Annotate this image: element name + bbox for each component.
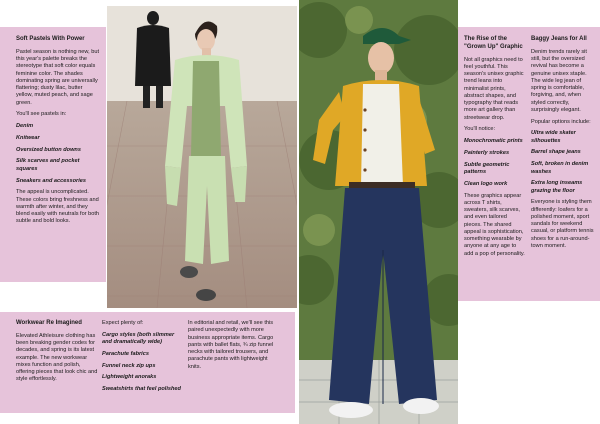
workwear-col-2 [102,320,182,398]
soft-pastels-lead: You'll see pastels in: [16,111,67,118]
workwear-col-3 [188,320,274,375]
soft-pastels-intro: Pastel season is nothing new, but this year's palette breaks the stereotype that soft color equals feminine color. The shades dominating spring are universally flattering; dusty lilac, butter yellow, muted peach, and sage green. [16,48,100,106]
workwear-item: Sweatshirts that feel polished [102,386,181,393]
baggy-jeans-item: Soft, broken in denim washes [531,161,589,175]
workwear-item: Lightweight anoraks [102,374,157,381]
soft-pastels-title: Soft Pastels With Power [16,36,85,42]
baggy-jeans-item: Extra long inseams grazing the floor [531,180,583,194]
baggy-jeans-intro: Denim trends rarely sit still, but the oversized revival has become a genuine unisex staple. The wide leg jean of spring is comfortable, forgiving, and, when styled correctly, surprisingly elegant. [531,48,587,113]
soft-pastels-item: Sneakers and accessories [16,177,86,184]
baggy-jeans-title: Baggy Jeans for All [531,36,587,42]
pastel-suit-runway-photo [107,6,297,308]
workwear-col-1 [16,320,98,388]
soft-pastels-closing: The appeal is uncomplicated. These colors bring freshness and warmth after winter, and they blend easily with neutrals for both subtle and bold looks. [16,189,100,225]
grown-up-graphic-item: Painterly strokes [464,150,510,157]
baggy-jeans-item: Barrel shape jeans [531,149,581,156]
runway-photo-illustration [107,6,297,308]
grown-up-graphic-intro: Not all graphics need to feel youthful. This season's unisex graphic trend leans into minimalist prints, abstract shapes, and typography that reads more art gallery than streetwear drop. [464,56,524,121]
baggy-jeans-item: Ultra wide skater silhouettes [531,130,576,144]
workwear-title: Workwear Re Imagined [16,320,82,326]
workwear-lead: Expect plenty of: [102,320,144,326]
yellow-cardigan-photo [299,0,458,424]
baggy-jeans-closing: Everyone is styling them differently: loafers for a polished moment, sport sandals for weekend casual, or platform tennis shoes for a run-around-town moment. [531,199,594,249]
workwear-item: Parachute fabrics [102,350,149,357]
soft-pastels-item: Knitwear [16,134,40,141]
grown-up-graphic-title: The Rise of the "Grown Up" Graphic [464,36,523,50]
grown-up-graphic-item: Subtle geometric patterns [464,161,510,176]
soft-pastels-item: Silk scarves and pocket squares [16,158,80,172]
grown-up-graphic-lead: You'll notice: [464,126,496,133]
soft-pastels-item: Oversized button downs [16,146,81,153]
baggy-jeans-text [531,36,595,255]
workwear-closing: In editorial and retail, we'll see this paired unexpectedly with more business appropriate items. Cargo pants with ballet flats, ¾ zip funnel necks with tailored trousers, and parachute pants with lightweight knits. [188,320,274,370]
soft-pastels-item: Denim [16,123,34,130]
workwear-item: Cargo styles (both slimmer and dramatically wide) [102,331,175,346]
soft-pastels-text [16,36,100,230]
grown-up-graphic-closing: These graphics appear across T shirts, sweaters, silk scarves, and even tailored pieces. The shared appeal is sophistication, something wearable by anyone at any age to add a pop of personality. [464,192,525,257]
grown-up-graphic-item: Clean logo work [464,180,508,187]
grown-up-graphic-text [464,36,526,262]
cardigan-photo-illustration [299,0,458,424]
workwear-intro: Elevated Athleisure clothing has been breaking gender codes for decades, and spring is its latest example. The new workwear mixes function and polish, offering pieces that look chic and style effortlessly. [16,332,98,383]
grown-up-graphic-item: Monochromatic prints [464,138,523,145]
baggy-jeans-lead: Popular options include: [531,118,591,125]
workwear-item: Funnel neck zip ups [102,362,156,369]
